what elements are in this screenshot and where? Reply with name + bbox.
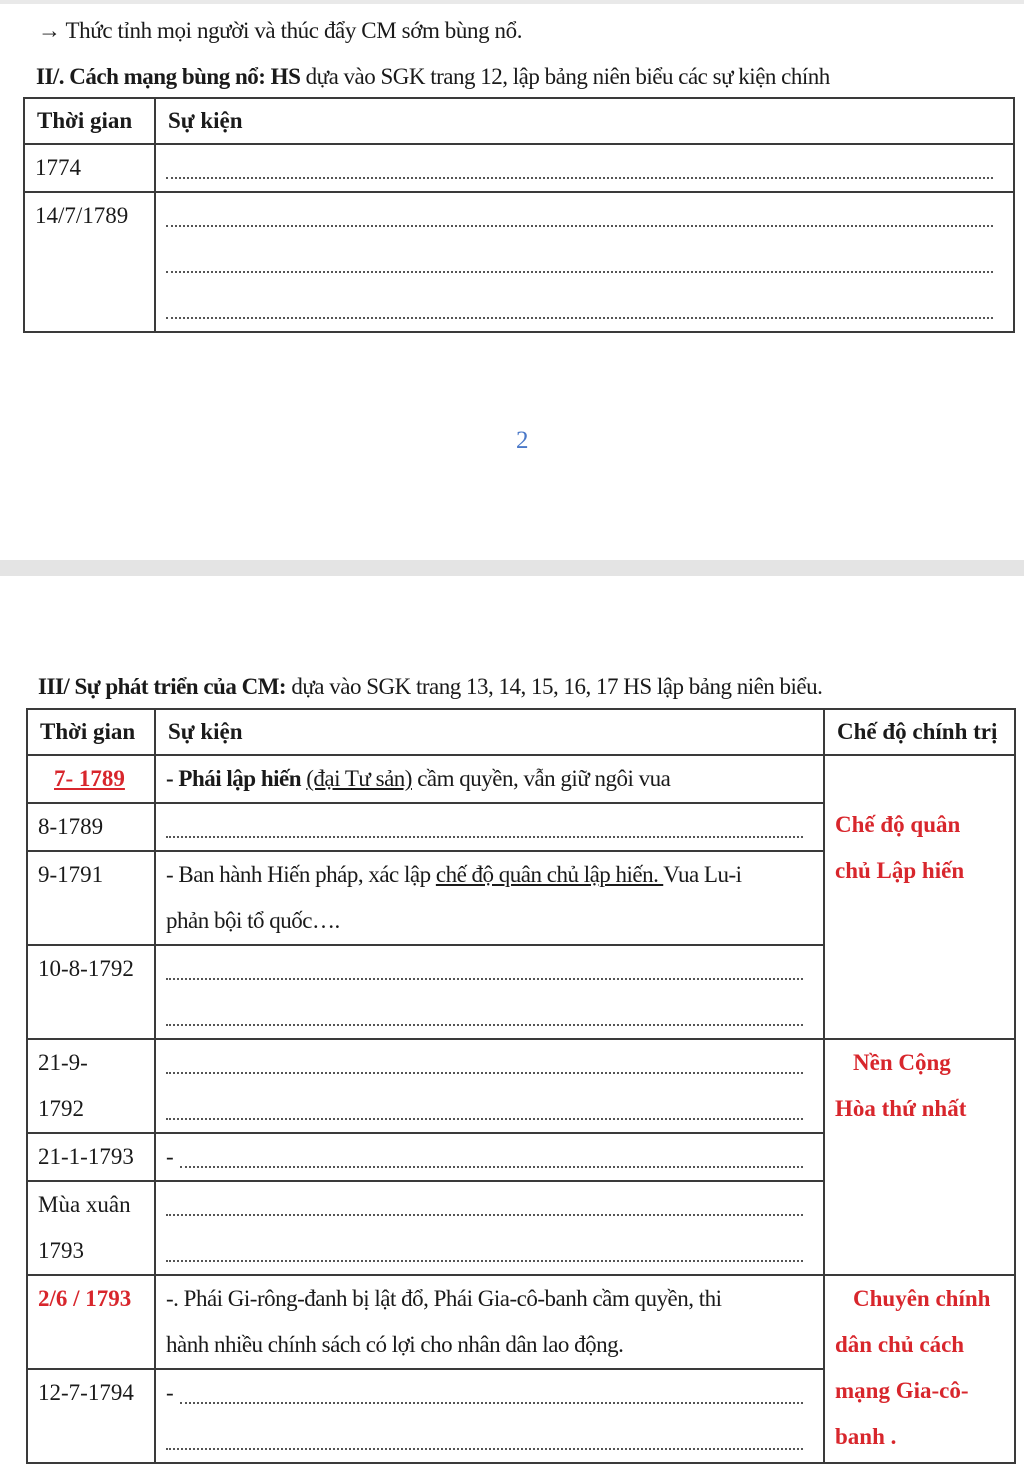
row-time: 10-8-1792 — [27, 945, 155, 1039]
row-time-cell — [27, 1275, 155, 1369]
page-separator — [0, 560, 1024, 576]
regime-3-line-2: dân chủ cách — [835, 1332, 965, 1357]
row-time: 7- 1789 — [54, 766, 125, 791]
row-time-cell — [27, 1039, 155, 1133]
event-text: - Ban hành Hiến pháp, xác lập — [166, 862, 436, 887]
row-time: 9-1791 — [27, 851, 155, 945]
regime-1-line-1: Chế độ quân — [835, 812, 961, 837]
regime-3-line-1: Chuyên chính — [853, 1286, 991, 1311]
row-time: 14/7/1789 — [24, 192, 155, 332]
section3-heading-bold: III/ Sự phát triển của CM: — [38, 674, 287, 699]
row-time-cell — [27, 1181, 155, 1275]
blank-line — [156, 193, 1013, 239]
event-line-1: -. Phái Gi-rông-đanh bị lật đổ, Phái Gia-cô-banh cầm quyền, thi — [166, 1286, 722, 1311]
page-number: 2 — [516, 427, 529, 454]
table-row — [24, 192, 1014, 332]
section2-table-header — [24, 98, 1014, 144]
row-event — [155, 945, 824, 1039]
header-regime: Chế độ chính trị — [824, 709, 1015, 755]
header-time: Thời gian — [24, 98, 155, 144]
section3-table-header — [27, 709, 1015, 755]
row-time: 8-1789 — [27, 803, 155, 851]
row-event — [155, 1275, 824, 1369]
event-dash: - — [166, 1380, 174, 1405]
table-row — [27, 755, 1015, 803]
header-event: Sự kiện — [155, 709, 824, 755]
row-event — [155, 803, 824, 851]
row-event — [155, 144, 1014, 192]
row-time: 1774 — [24, 144, 155, 192]
section3-heading — [38, 674, 822, 700]
row-time-cell — [27, 755, 155, 803]
section3-heading-rest: dựa vào SGK trang 13, 14, 15, 16, 17 HS lập bảng niên biểu. — [286, 674, 823, 699]
blank-line — [156, 946, 823, 992]
row-event — [155, 192, 1014, 332]
regime-cell-3 — [824, 1275, 1015, 1463]
event-rest: cầm quyền, vẫn giữ ngôi vua — [411, 766, 671, 791]
table-row — [27, 1039, 1015, 1133]
blank-line — [170, 1134, 823, 1180]
blank-line — [156, 1182, 823, 1228]
row-time: 12-7-1794 — [27, 1369, 155, 1463]
blank-line — [156, 239, 1013, 285]
header-time: Thời gian — [27, 709, 155, 755]
row-time-line-1: 21-9- — [38, 1050, 88, 1075]
row-event — [155, 851, 824, 945]
row-event — [155, 1181, 824, 1275]
regime-2-line-2: Hòa thứ nhất — [835, 1096, 967, 1121]
section2-heading-bold: II/. Cách mạng bùng nổ: HS — [36, 64, 301, 89]
section2-table — [23, 97, 1015, 333]
blank-line — [156, 1086, 823, 1132]
row-time-line-1: Mùa xuân — [38, 1192, 131, 1217]
blank-line — [170, 1370, 823, 1416]
event-dash: - — [166, 1144, 174, 1169]
intro-line: → Thức tỉnh mọi người và thúc đẩy CM sớm bùng nổ. — [38, 18, 523, 43]
row-event — [155, 1039, 824, 1133]
regime-3-line-3: mạng Gia-cô- — [835, 1378, 969, 1403]
row-time: 2/6 / 1793 — [38, 1286, 132, 1311]
section3-table — [26, 708, 1016, 1464]
regime-3-line-4: banh . — [835, 1424, 897, 1449]
row-time-line-2: 1792 — [38, 1096, 84, 1121]
blank-line — [156, 1416, 823, 1462]
regime-cell-2 — [824, 1039, 1015, 1275]
row-event — [155, 1133, 824, 1181]
blank-line — [156, 804, 823, 850]
blank-line — [156, 285, 1013, 331]
blank-line — [156, 1228, 823, 1274]
table-row — [27, 1275, 1015, 1369]
section2-heading-rest: dựa vào SGK trang 12, lập bảng niên biểu các sự kiện chính — [300, 64, 830, 89]
event-underlined: (đại Tư sản) — [306, 766, 412, 791]
regime-cell-1 — [824, 755, 1015, 1039]
regime-2-line-1: Nền Cộng — [853, 1050, 951, 1075]
section2-heading — [36, 64, 830, 90]
blank-line — [156, 1040, 823, 1086]
event-text: Vua Lu-i — [663, 862, 742, 887]
event-line-2: phản bội tổ quốc…. — [166, 908, 340, 933]
blank-line — [156, 145, 1013, 191]
table-row — [24, 144, 1014, 192]
row-time-line-2: 1793 — [38, 1238, 84, 1263]
event-line-1 — [166, 852, 823, 898]
top-edge — [0, 0, 1024, 4]
row-time: 21-1-1793 — [27, 1133, 155, 1181]
row-event — [155, 755, 824, 803]
row-event — [155, 1369, 824, 1463]
header-event: Sự kiện — [155, 98, 1014, 144]
regime-1-line-2: chủ Lập hiến — [835, 858, 965, 883]
event-line-2: hành nhiều chính sách có lợi cho nhân dân lao động. — [166, 1332, 624, 1357]
blank-line — [156, 992, 823, 1038]
event-bold: - Phái lập hiến — [166, 766, 302, 791]
event-underlined: chế độ quân chủ lập hiến. — [435, 862, 664, 887]
